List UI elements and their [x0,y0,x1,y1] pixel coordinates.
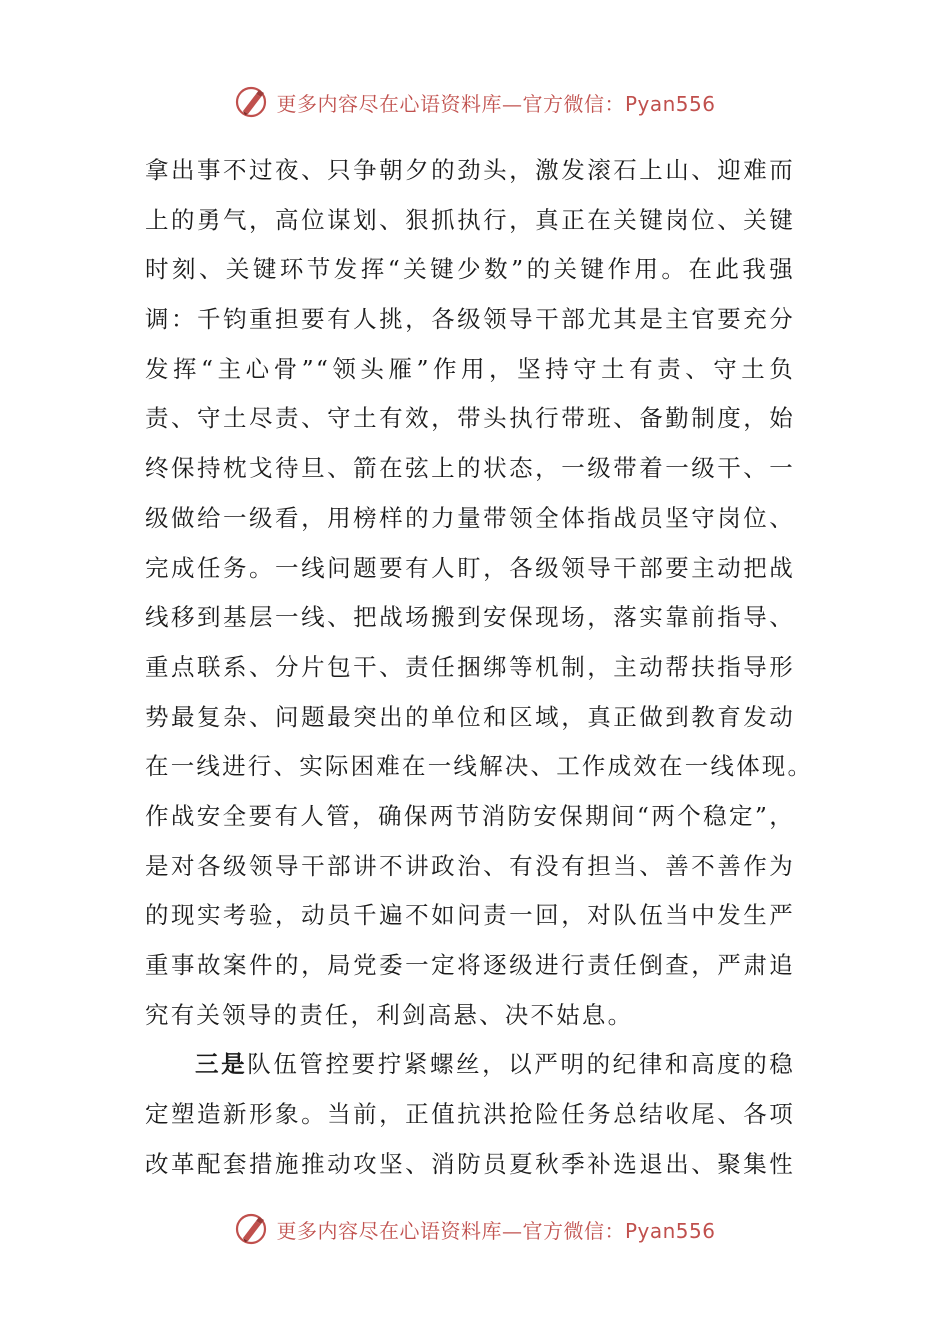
body-line: 时刻、关键环节发挥“关键少数”的关键作用。在此我强 [145,255,795,284]
body-line: 责、守土尽责、守土有效，带头执行带班、备勤制度，始 [145,404,795,433]
document-body [145,146,814,1189]
body-line: 改革配套措施推动攻坚、消防员夏秋季补选退出、聚集性 [145,1149,795,1178]
body-line: 重点联系、分片包干、责任捆绑等机制，主动帮扶指导形 [145,652,795,681]
body-line: 在一线进行、实际困难在一线解决、工作成效在一线体现。 [145,752,814,781]
body-line: 势最复杂、问题最突出的单位和区域，真正做到教育发动 [145,702,795,731]
body-line: 是对各级领导干部讲不讲政治、有没有担当、善不善作为 [145,851,795,880]
body-line: 完成任务。一线问题要有人盯，各级领导干部要主动把战 [145,553,795,582]
body-line: 的现实考验，动员千遍不如问责一回，对队伍当中发生严 [145,901,795,930]
banner-site-text: 更多内容尽在心语资料库— [276,91,523,116]
footer-banner [0,1207,950,1251]
banner-site-text: 更多内容尽在心语资料库— [276,1218,523,1243]
paragraph-2-first-rest: 队伍管控要拧紧螺丝，以严明的纪律和高度的稳 [247,1050,796,1079]
pen-logo-icon [234,1211,270,1247]
banner-wechat-text: 官方微信：Pyan556 [522,1218,716,1243]
header-banner [0,80,950,124]
paragraph-2-lead: 三是 [195,1050,248,1079]
body-line: 终保持枕戈待旦、箭在弦上的状态，一级带着一级干、一 [145,454,795,483]
body-line: 上的勇气，高位谋划、狠抓执行，真正在关键岗位、关键 [145,205,795,234]
body-line: 重事故案件的，局党委一定将逐级进行责任倒查，严肃追 [145,951,795,979]
pen-logo-icon [234,84,270,120]
body-line: 定塑造新形象。当前，正值抗洪抢险任务总结收尾、各项 [145,1100,795,1129]
body-line: 调：千钧重担要有人挑，各级领导干部尤其是主官要充分 [145,305,795,334]
body-line: 究有关领导的责任，利剑高悬、决不姑息。 [145,1000,634,1029]
paragraph-2-first-line [145,1040,795,1090]
body-line: 拿出事不过夜、只争朝夕的劲头，激发滚石上山、迎难而 [145,156,795,184]
body-line: 线移到基层一线、把战场搬到安保现场，落实靠前指导、 [145,603,795,632]
body-line: 作战安全要有人管，确保两节消防安保期间“两个稳定”， [145,801,795,830]
body-line: 发挥“主心骨”“领头雁”作用，坚持守土有责、守土负 [145,354,795,383]
banner-wechat-text: 官方微信：Pyan556 [522,91,716,116]
body-line: 级做给一级看，用榜样的力量带领全体指战员坚守岗位、 [145,503,795,532]
